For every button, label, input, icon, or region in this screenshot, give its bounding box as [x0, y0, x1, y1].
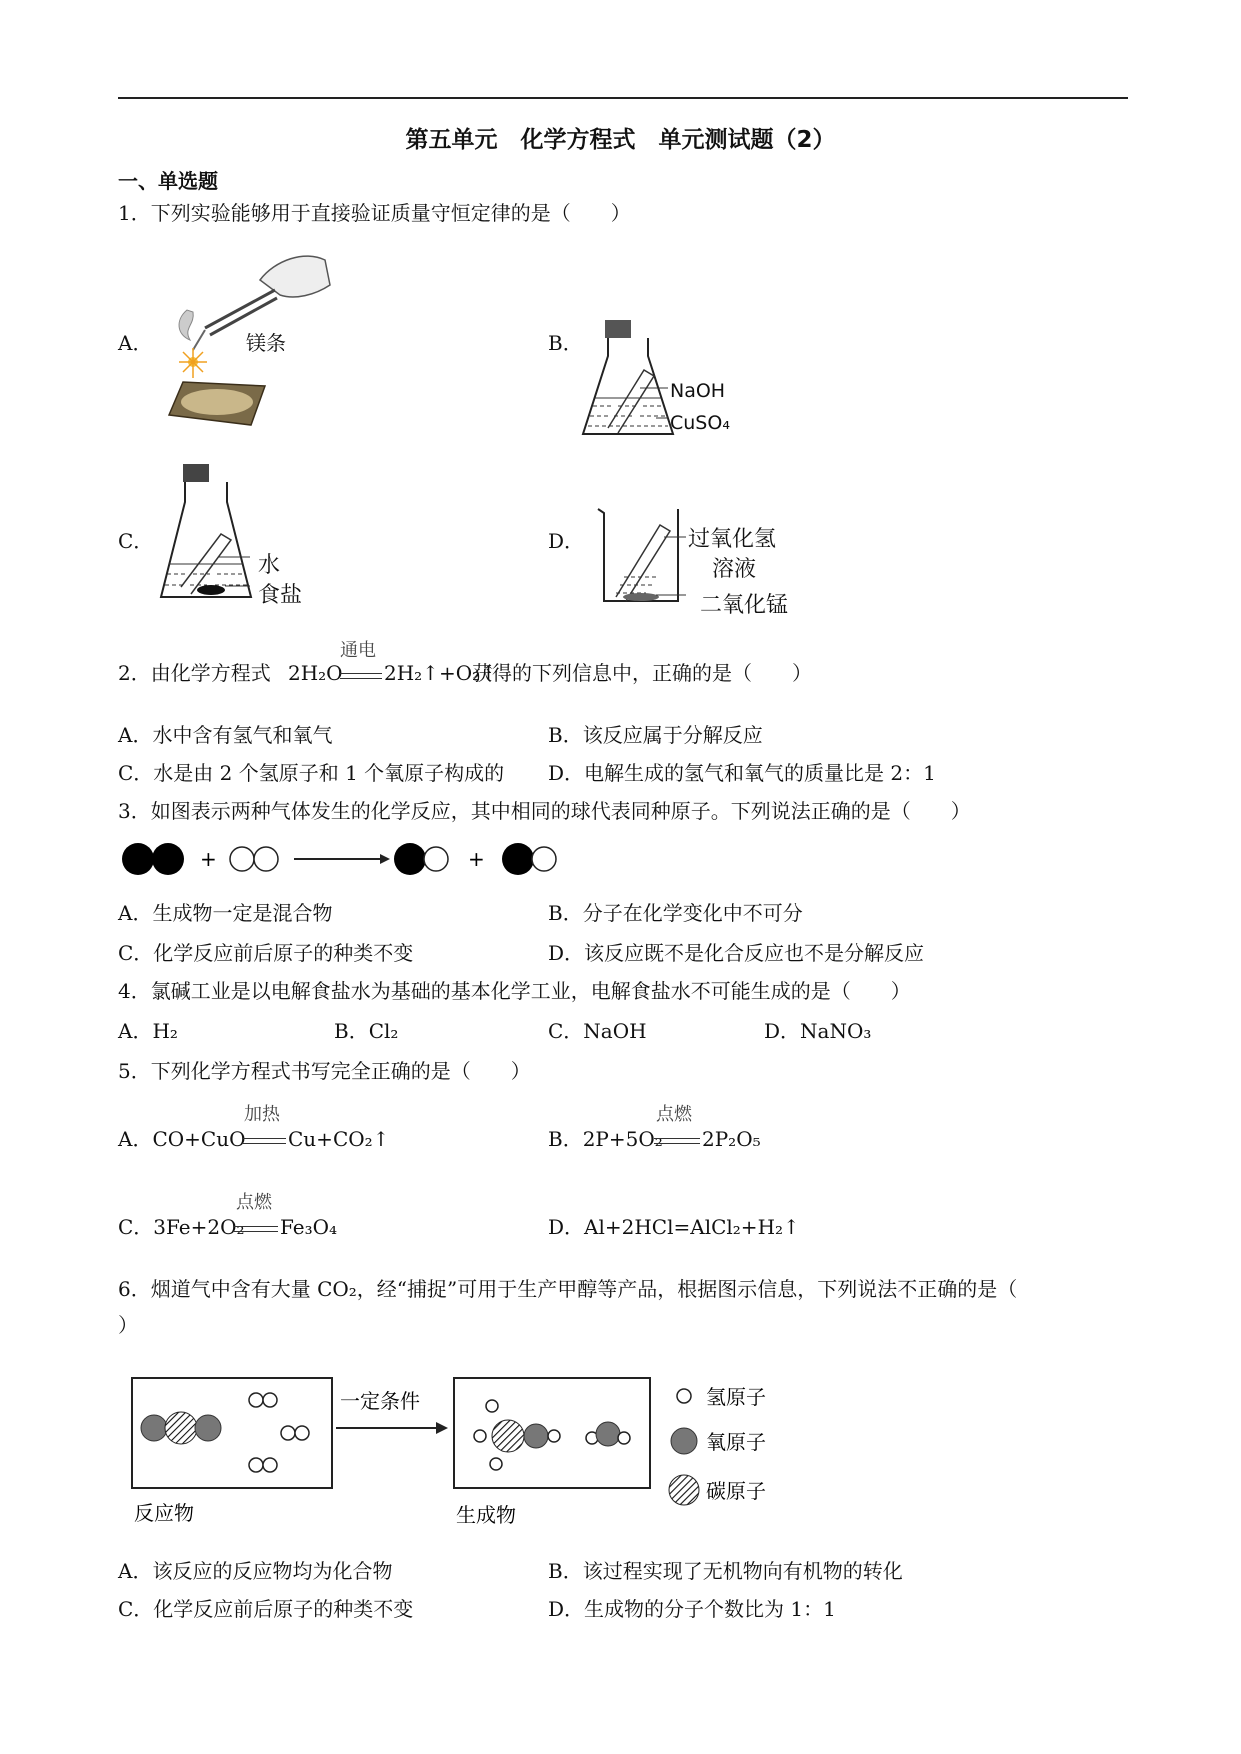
- legend-carbon-label: 碳原子: [706, 1479, 766, 1503]
- q1-stem: 1．下列实验能够用于直接验证质量守恒定律的是（ ）: [118, 201, 631, 225]
- q6-methanol-reaction-figure: [118, 1366, 808, 1528]
- naoh-label: NaOH: [670, 380, 726, 402]
- water-label: 水: [258, 553, 281, 578]
- legend-hydrogen-label: 氢原子: [706, 1385, 766, 1409]
- q2-option-a: A．水中含有氢气和氧气: [118, 723, 333, 747]
- q4-option-b: B．Cl₂: [334, 1019, 399, 1043]
- q2-equals-sign: [340, 673, 382, 679]
- q5-option-a-condition: 加热: [244, 1104, 280, 1125]
- q1-option-c-label: C．: [118, 529, 154, 553]
- cuso4-label: CuSO₄: [670, 412, 730, 434]
- section-heading: 一、单选题: [118, 169, 218, 193]
- q1-option-a-label: A．: [118, 331, 153, 355]
- flask-water-salt-figure: [155, 462, 275, 607]
- q1-option-d-label: D．: [548, 529, 585, 553]
- q5-option-c-right: Fe₃O₄: [280, 1215, 338, 1239]
- q4-stem: 4．氯碱工业是以电解食盐水为基础的基本化学工业，电解食盐水不可能生成的是（ ）: [118, 979, 911, 1003]
- q2-condition: 通电: [340, 640, 376, 661]
- q5-option-b-condition: 点燃: [656, 1104, 692, 1125]
- salt-label: 食盐: [258, 583, 303, 608]
- arrow-condition-label: 一定条件: [340, 1389, 420, 1413]
- q6-stem-line2: ）: [118, 1313, 138, 1337]
- q2-stem-prefix: 2．由化学方程式: [118, 661, 271, 685]
- q5-option-a-left: A．CO+CuO: [118, 1127, 246, 1151]
- q2-product: 2H₂↑+O₂↑: [384, 661, 497, 685]
- q5-option-b-equals: [654, 1138, 700, 1144]
- q5-option-b-left: B．2P+5O₂: [548, 1127, 663, 1151]
- beaker-h2o2-mno2-figure: [596, 505, 686, 605]
- h2o2-label: 过氧化氢: [688, 527, 777, 552]
- q5-option-a-equals: [242, 1138, 286, 1144]
- mno2-label: 二氧化锰: [700, 593, 789, 618]
- products-caption: 生成物: [456, 1503, 516, 1527]
- q5-option-c-condition: 点燃: [236, 1192, 272, 1213]
- q5-option-c-equals: [234, 1226, 278, 1232]
- reactants-caption: 反应物: [134, 1501, 194, 1525]
- q5-option-a-right: Cu+CO₂↑: [288, 1127, 390, 1151]
- solution-label: 溶液: [712, 557, 757, 582]
- q5-option-c-left: C．3Fe+2O₂: [118, 1215, 245, 1239]
- q6-stem-line1: 6．烟道气中含有大量 CO₂，经“捕捉”可用于生产甲醇等产品，根据图示信息，下列说法不正确的是（: [118, 1277, 1018, 1301]
- q3-option-a: A．生成物一定是混合物: [118, 901, 333, 925]
- q6-option-c: C．化学反应前后原子的种类不变: [118, 1597, 414, 1621]
- q5-option-d: D．Al+2HCl=AlCl₂+H₂↑: [548, 1215, 800, 1239]
- q4-option-c: C．NaOH: [548, 1019, 647, 1043]
- q2-option-d: D．电解生成的氢气和氧气的质量比是 2：1: [548, 761, 936, 785]
- q3-stem: 3．如图表示两种气体发生的化学反应，其中相同的球代表同种原子。下列说法正确的是（ ）: [118, 799, 971, 823]
- q6-option-b: B．该过程实现了无机物向有机物的转化: [548, 1559, 903, 1583]
- q3-molecule-reaction-figure: [118, 836, 578, 882]
- q5-option-b-right: 2P₂O₅: [702, 1127, 761, 1151]
- plus-sign-2: +: [468, 847, 485, 871]
- q1-option-b-label: B．: [548, 331, 583, 355]
- q2-stem-suffix: 获得的下列信息中，正确的是（ ）: [472, 661, 812, 685]
- top-rule: [118, 97, 1128, 99]
- page-title: 第五单元 化学方程式 单元测试题（2）: [405, 127, 836, 153]
- q2-option-b: B．该反应属于分解反应: [548, 723, 763, 747]
- q3-option-c: C．化学反应前后原子的种类不变: [118, 941, 414, 965]
- q4-option-d: D．NaNO₃: [764, 1019, 872, 1043]
- q3-option-b: B．分子在化学变化中不可分: [548, 901, 803, 925]
- magnesium-label: 镁条: [246, 331, 286, 355]
- legend-oxygen-label: 氧原子: [706, 1430, 766, 1454]
- q6-option-a: A．该反应的反应物均为化合物: [118, 1559, 393, 1583]
- q5-stem: 5．下列化学方程式书写完全正确的是（ ）: [118, 1059, 531, 1083]
- q6-option-d: D．生成物的分子个数比为 1：1: [548, 1597, 836, 1621]
- q2-reactant: 2H₂O: [288, 661, 343, 685]
- q4-option-a: A．H₂: [118, 1019, 178, 1043]
- plus-sign-1: +: [200, 847, 217, 871]
- q2-option-c: C．水是由 2 个氢原子和 1 个氧原子构成的: [118, 761, 505, 785]
- q3-option-d: D．该反应既不是化合反应也不是分解反应: [548, 941, 925, 965]
